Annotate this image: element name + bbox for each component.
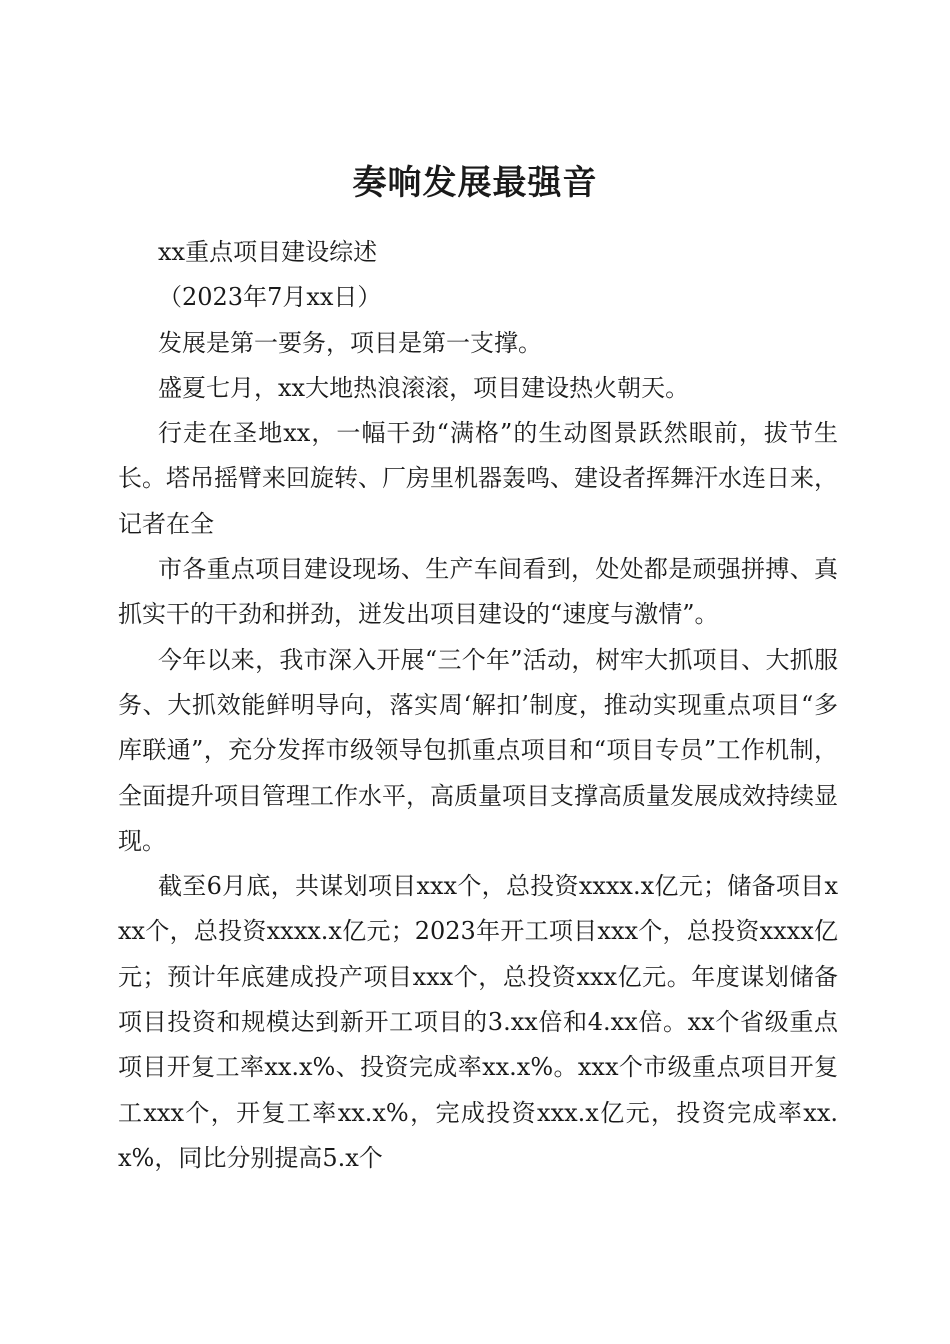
document-title: 奏响发展最强音 [352,162,598,203]
paragraph-scene: 行走在圣地xx，一幅干劲“满格”的生动图景跃然眼前，拔节生长。塔吊摇臂来回旋转、厂房里机器轰鸣、建设者挥舞汗水连日来，记者在全 [118,419,838,538]
paragraph-statistics: 截至6月底，共谋划项目xxx个，总投资xxxx.x亿元；储备项目xxx个，总投资xxxx.x亿元；2023年开工项目xxx个，总投资xxxx亿元；预计年底建成投产项目xxx个，总投资xxx亿元。年度谋划储备项目投资和规模达到新开工项目的3.xx倍和4.xx倍。xx个省级重点项目开复工率xx.x%、投资完成率xx.x%。xxx个市级重点项目开复工xxx个，开复工率xx.x%，完成投资xxx.x亿元，投资完成率xx.x%，同比分别提高5.x个 [118,872,838,1172]
paragraph-measures: 今年以来，我市深入开展“三个年”活动，树牢大抓项目、大抓服务、大抓效能鲜明导向，落实周‘解扣’制度，推动实现重点项目“多库联通”，充分发挥市级领导包抓重点项目和“项目专员”工作机制，全面提升项目管理工作水平，高质量项目支撑高质量发展成效持续显现。 [118,645,838,855]
paragraph-subtitle: xx重点项目建设综述 [158,238,378,266]
paragraph-sites: 市各重点项目建设现场、生产车间看到，处处都是顽强拼搏、真抓实干的干劲和拼劲，迸发出项目建设的“速度与激情”。 [118,555,838,629]
document-body [118,230,838,1181]
paragraph-summer: 盛夏七月，xx大地热浪滚滚，项目建设热火朝天。 [158,373,690,402]
paragraph-date: （2023年7月xx日） [158,283,382,312]
paragraph-lead: 发展是第一要务，项目是第一支撑。 [158,328,542,357]
